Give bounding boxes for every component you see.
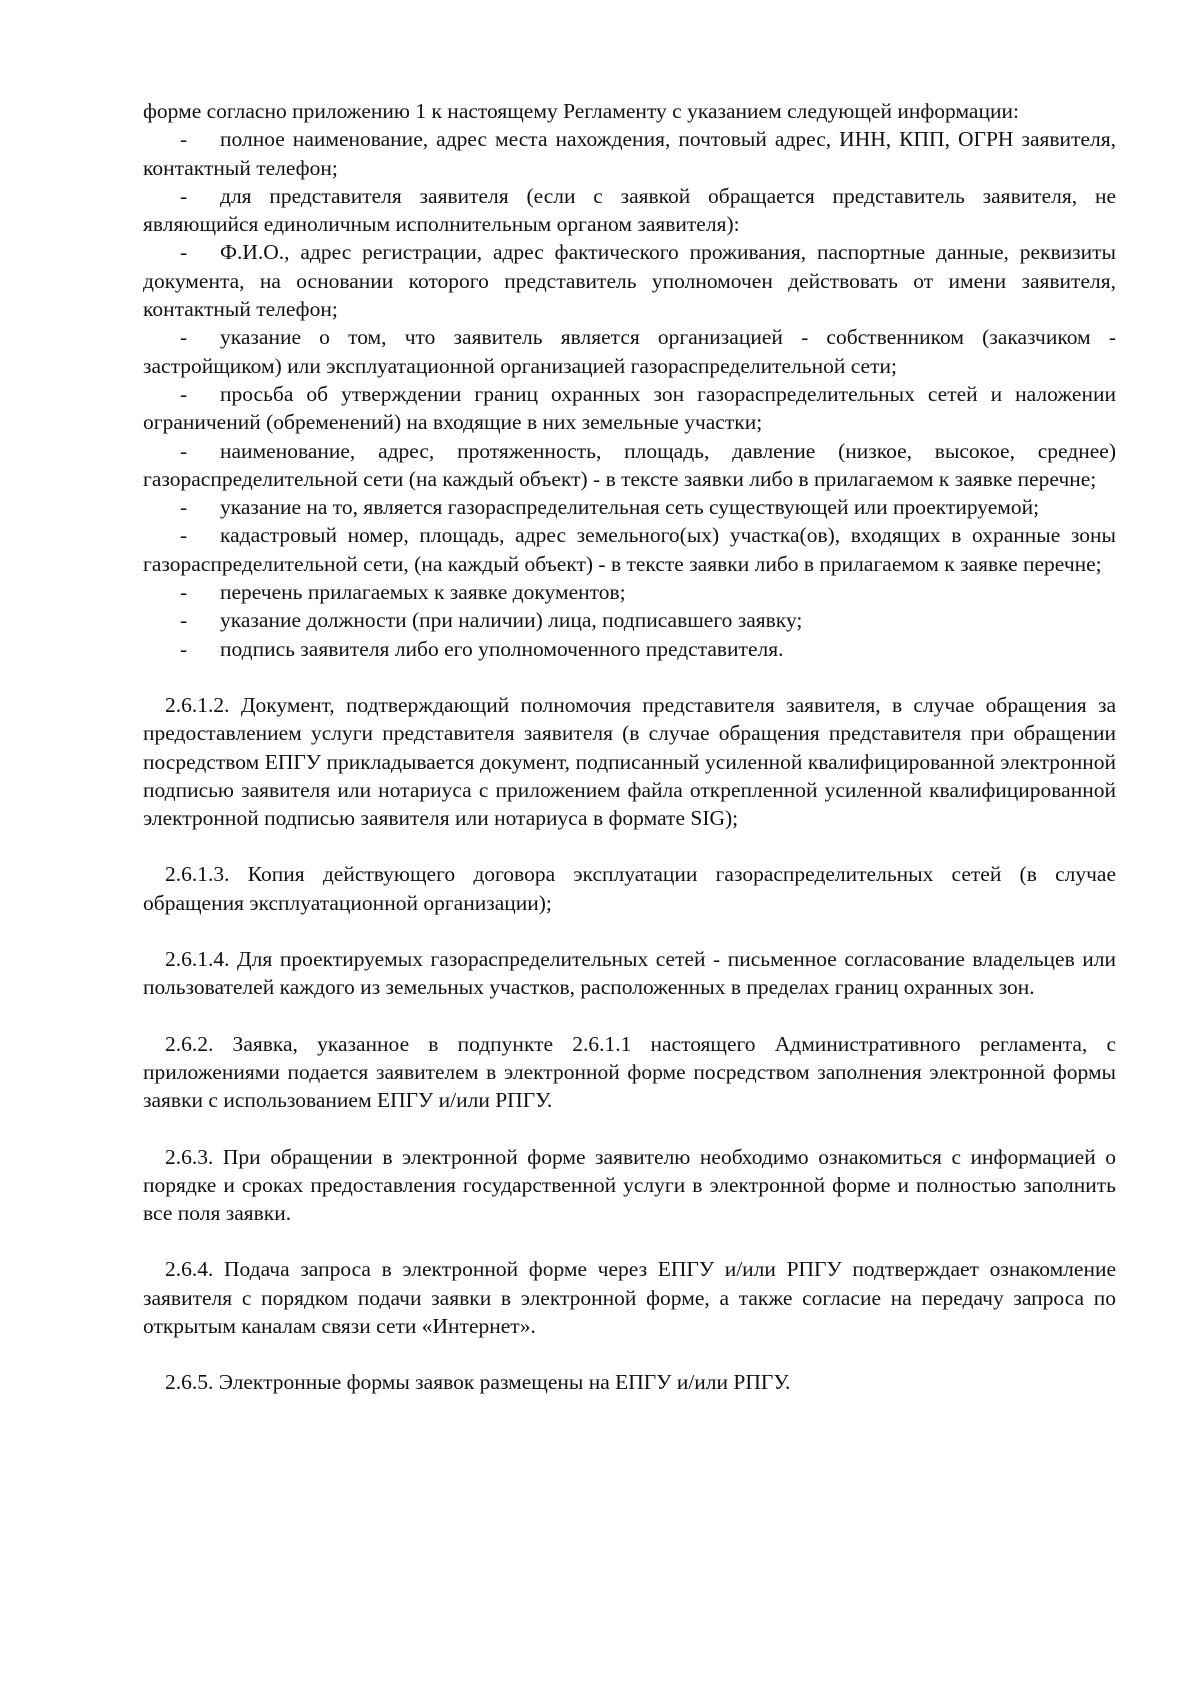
list-item-text: указание о том, что заявитель является организацией - собственником (заказчиком - застройщиком) или эксплуатационной организацией газораспределительной сети; bbox=[143, 325, 1116, 378]
list-item bbox=[143, 182, 1116, 239]
list-item bbox=[143, 578, 1116, 606]
list-dash: - bbox=[180, 438, 188, 463]
list-dash: - bbox=[180, 580, 188, 605]
list-item-text: Ф.И.О., адрес регистрации, адрес фактического проживания, паспортные данные, реквизиты документа, на основании которого представитель уполномочен действовать от имени заявителя, контактный телефон; bbox=[143, 240, 1116, 322]
list-dash: - bbox=[180, 495, 188, 520]
section-2-6-1-4: 2.6.1.4. Для проектируемых газораспределительных сетей - письменное согласование владельцев или пользователей каждого из земельных участков, расположенных в пределах границ охранных зон. bbox=[143, 947, 1116, 1000]
list-dash: - bbox=[180, 240, 188, 265]
list-item-text: просьба об утверждении границ охранных зон газораспределительных сетей и наложении ограничений (обременений) на входящие в них земельные участки; bbox=[143, 381, 1116, 435]
list-item bbox=[143, 606, 1116, 634]
section-2-6-2: 2.6.2. Заявка, указанное в подпункте 2.6.1.1 настоящего Административного регламента, с приложениями подается заявителем в электронной форме посредством заполнения электронной формы заявки с использованием ЕПГУ и/или РПГУ. bbox=[143, 1031, 1116, 1113]
list-dash: - bbox=[180, 608, 188, 633]
section-2-6-1-2: 2.6.1.2. Документ, подтверждающий полномочия представителя заявителя, в случае обращения за предоставлением услуги представителя заявителя (в случае обращения представителя при обращении посредством ЕПГУ прикладывается документ, подписанный усиленной квалифицированной электронной подписью заявителя или нотариуса с приложением файла открепленной усиленной квалифицированной электронной подписью заявителя или нотариуса в формате SIG); bbox=[143, 692, 1116, 831]
list-dash: - bbox=[180, 325, 188, 350]
intro-paragraph: форме согласно приложению 1 к настоящему Регламенту с указанием следующей информации: bbox=[143, 99, 1019, 123]
list-dash: - bbox=[180, 183, 188, 208]
list-item-text: для представителя заявителя (если с заявкой обращается представитель заявителя, не являющийся единоличным исполнительным органом заявителя): bbox=[143, 183, 1116, 237]
section-2-6-5: 2.6.5. Электронные формы заявок размещены на ЕПГУ и/или РПГУ. bbox=[165, 1370, 791, 1395]
list-item-text: указание должности (при наличии) лица, подписавшего заявку; bbox=[220, 608, 803, 633]
section-2-6-4: 2.6.4. Подача запроса в электронной форме через ЕПГУ и/или РПГУ подтверждает ознакомление заявителя с порядком подачи заявки в электронной форме, а также согласие на передачу запроса по открытым каналам связи сети «Интернет». bbox=[143, 1257, 1116, 1338]
list-item bbox=[143, 323, 1116, 380]
list-item bbox=[143, 238, 1116, 323]
list-item-text: наименование, адрес, протяженность, площадь, давление (низкое, высокое, среднее) газораспределительной сети (на каждый объект) - в тексте заявки либо в прилагаемом к заявке перечне; bbox=[143, 438, 1116, 491]
list-item-text: кадастровый номер, площадь, адрес земельного(ых) участка(ов), входящих в охранные зоны газораспределительной сети, (на каждый объект) - в тексте заявки либо в прилагаемом к заявке перечне; bbox=[143, 523, 1116, 576]
section-2-6-3: 2.6.3. При обращении в электронной форме заявителю необходимо ознакомиться с информацией о порядке и сроках предоставления государственной услуги в электронной форме и полностью заполнить все поля заявки. bbox=[143, 1144, 1116, 1226]
list-item-text: полное наименование, адрес места нахождения, почтовый адрес, ИНН, КПП, ОГРН заявителя, контактный телефон; bbox=[143, 127, 1116, 180]
requirements-list bbox=[143, 125, 1116, 663]
list-dash: - bbox=[180, 636, 188, 661]
section-2-6-1-3: 2.6.1.3. Копия действующего договора эксплуатации газораспределительных сетей (в случае обращения эксплуатационной организации); bbox=[143, 862, 1116, 915]
list-item bbox=[143, 521, 1116, 578]
list-item bbox=[143, 635, 1116, 663]
list-item bbox=[143, 437, 1116, 494]
list-dash: - bbox=[180, 381, 188, 406]
list-item-text: подпись заявителя либо его уполномоченного представителя. bbox=[220, 636, 784, 661]
list-item-text: перечень прилагаемых к заявке документов; bbox=[220, 580, 626, 605]
list-item-text: указание на то, является газораспределительная сеть существующей или проектируемой; bbox=[220, 495, 1040, 520]
list-item bbox=[143, 125, 1116, 182]
list-dash: - bbox=[180, 127, 188, 152]
list-item bbox=[143, 380, 1116, 437]
list-dash: - bbox=[180, 523, 188, 548]
list-item bbox=[143, 493, 1116, 521]
